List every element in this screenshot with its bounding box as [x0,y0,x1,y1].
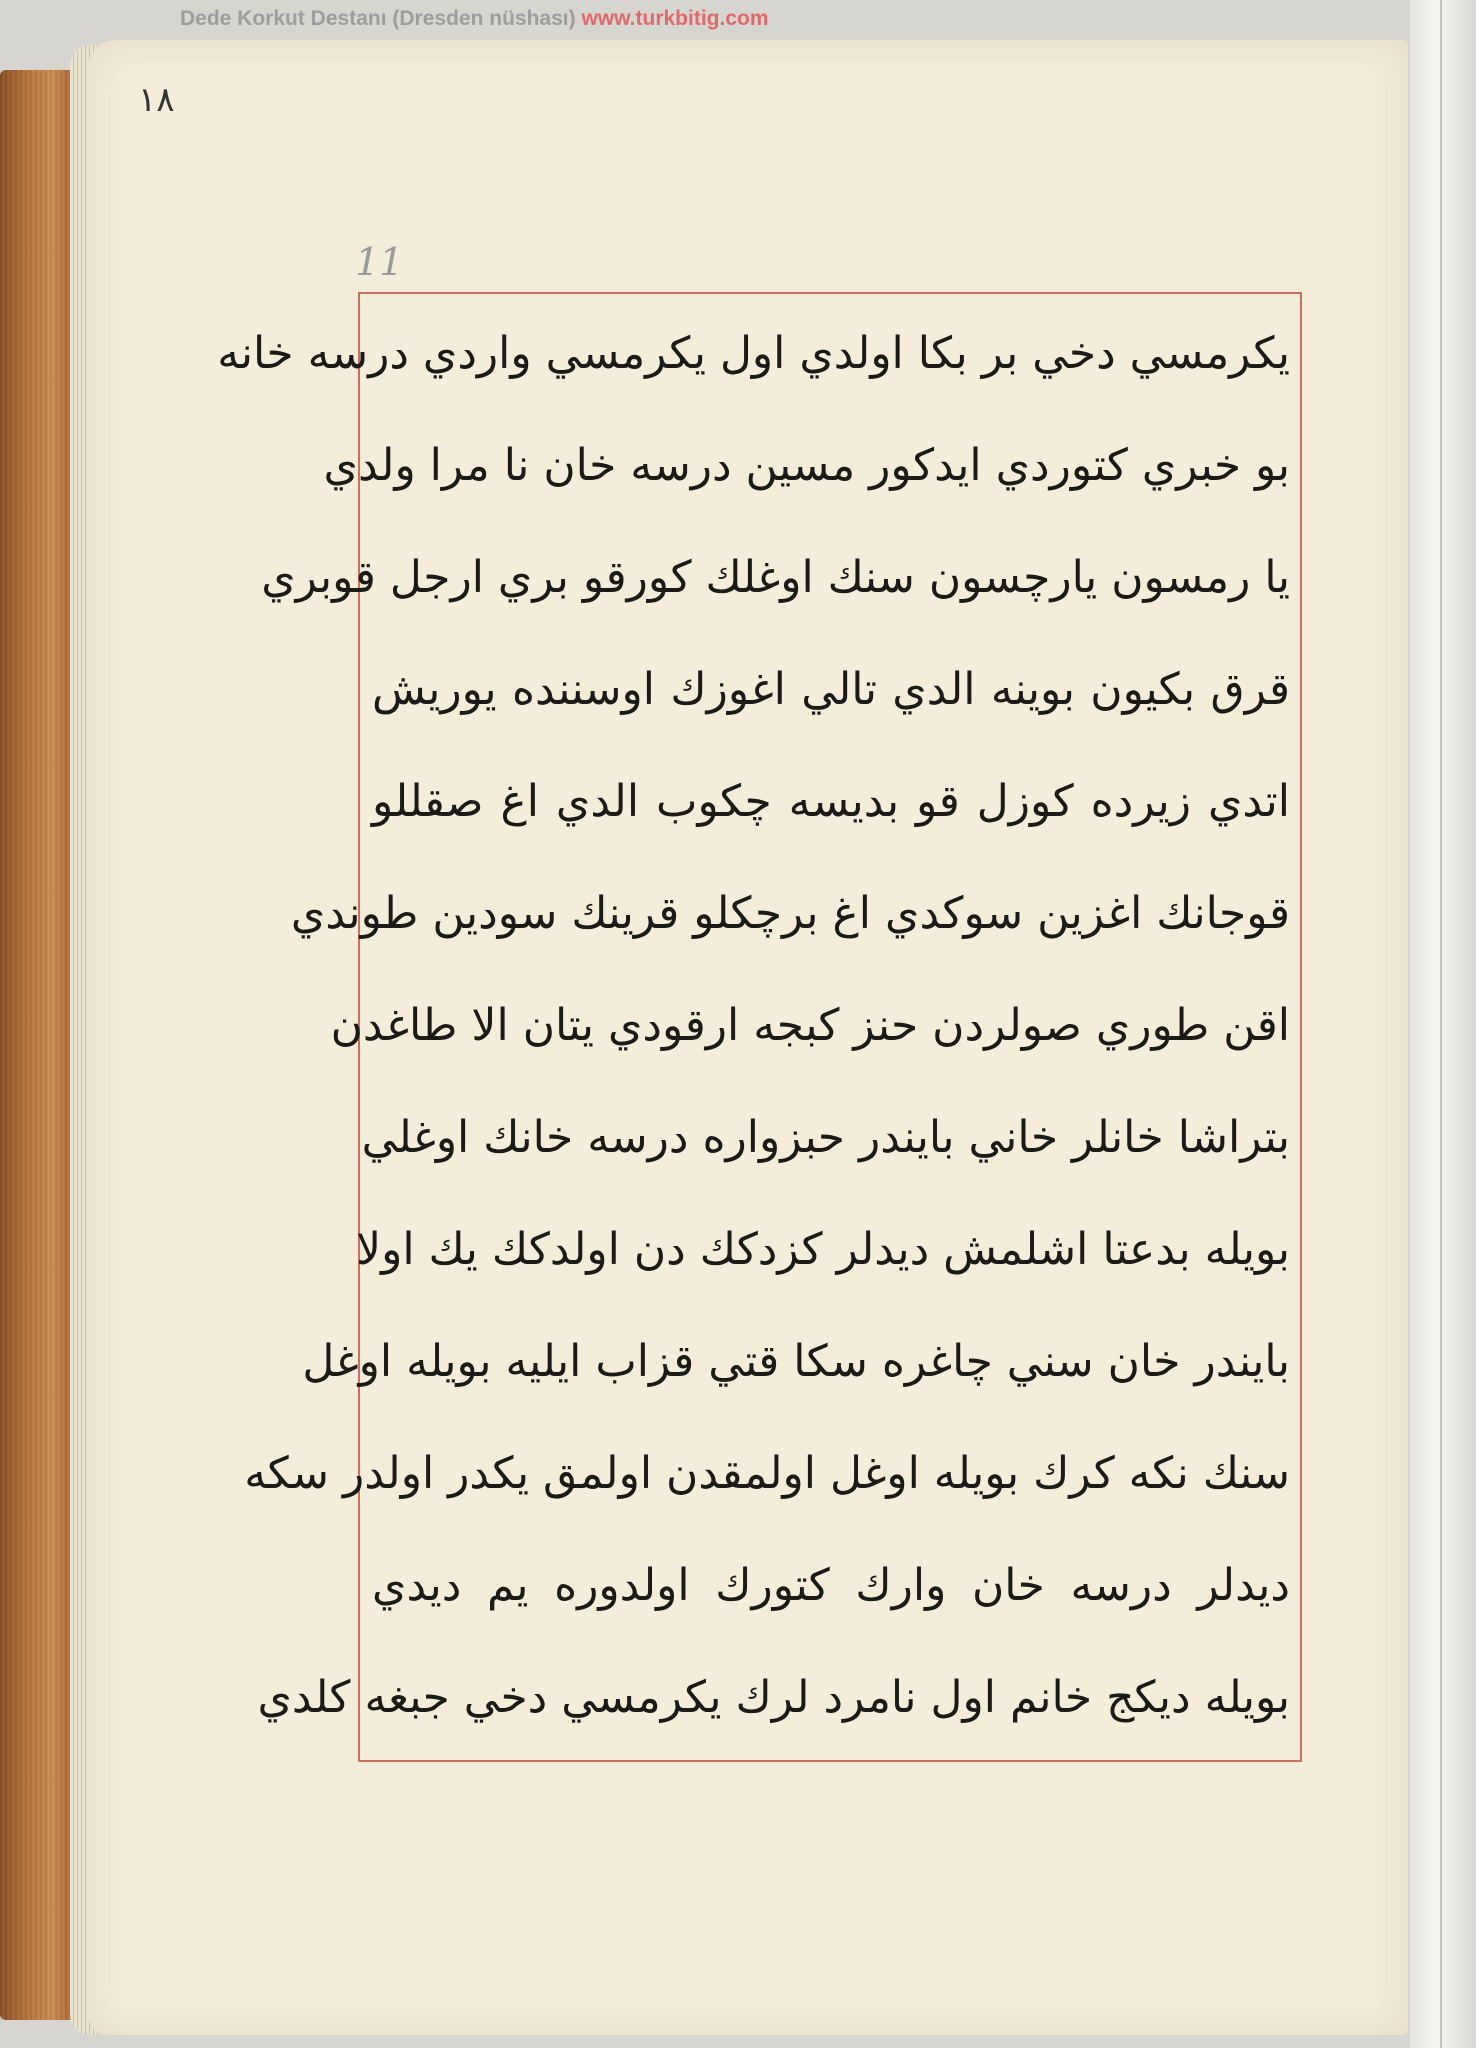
text-line: ديدلر درسه خان وارك كتورك اولدوره يم ديدي [372,1560,1290,1611]
pencil-page-number: 11 [355,240,404,284]
text-line: بويله بدعتا اشلمش ديدلر كزدكك دن اولدكك يك اولا [355,1224,1290,1275]
scan-margin-line [1440,0,1442,2048]
text-line: يا رمسون يارچسون سنك اوغلك كورقو بري ارجل قوبري [261,552,1290,603]
header-url[interactable]: www.turkbitig.com [581,7,769,30]
header-title: Dede Korkut Destanı (Dresden nüshası) [180,7,576,30]
text-line: اقن طوري صولردن حنز كبجه ارقودي يتان الا طاغدن [330,1000,1290,1051]
text-line: اتدي زيرده كوزل قو بديسه چكوب الدي اغ صقللو [372,776,1290,827]
text-line: بو خبري كتوردي ايدكور مسين درسه خان نا مرا ولدي [323,440,1290,491]
folio-number: ١٨ [138,80,175,120]
text-line: بتراشا خانلر خاني بايندر حبزواره درسه خانك اوغلي [361,1112,1290,1163]
scan-margin [1410,0,1476,2048]
watermark-header [0,2,1476,36]
text-line: قرق بكيون بوينه الدي تالي اغوزك اوسننده يوريش [372,664,1290,715]
text-line: سنك نكه كرك بويله اوغل اولمقدن اولمق يكدر اولدر سكه [244,1448,1290,1499]
text-line: بايندر خان سني چاغره سكا قتي قزاب ايليه بويله اوغل [302,1336,1290,1387]
text-line: قوجانك اغزين سوكدي اغ برچكلو قرينك سودين طوندي [290,888,1290,939]
text-line: يكرمسي دخي بر بكا اولدي اول يكرمسي واردي درسه خانه [217,328,1290,379]
text-line: بويله ديكج خانم اول نامرد لرك يكرمسي دخي جبغه كلدي [257,1672,1290,1723]
text-block [217,298,1290,1754]
